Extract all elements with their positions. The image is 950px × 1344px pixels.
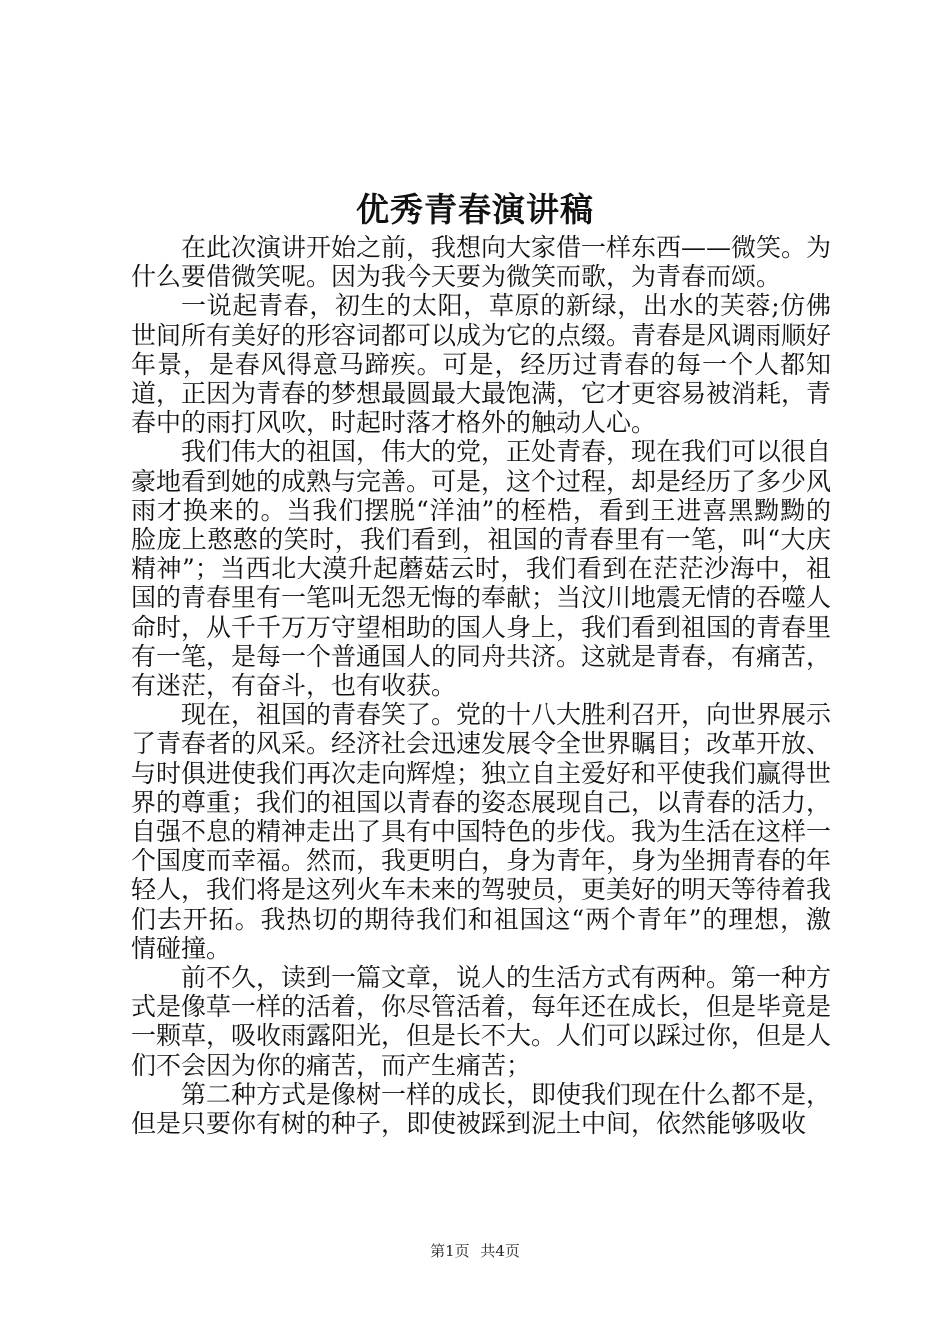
paragraph: 第二种方式是像树一样的成长，即使我们现在什么都不是，但是只要你有树的种子，即使被踩到泥土中间，依然能够吸收 xyxy=(131,1079,832,1139)
paragraph: 我们伟大的祖国，伟大的党，正处青春，现在我们可以很自豪地看到她的成熟与完善。可是，这个过程，却是经历了多少风雨才换来的。当我们摆脱“洋油”的桎梏，看到王进喜黑黝黝的脸庞上憨憨的笑时，我们看到，祖国的青春里有一笔，叫“大庆精神”；当西北大漠升起蘑菇云时，我们看到在茫茫沙海中，祖国的青春里有一笔叫无怨无悔的奉献；当汶川地震无情的吞噬人命时，从千千万万守望相助的国人身上，我们看到祖国的青春里有一笔，是每一个普通国人的同舟共济。这就是青春，有痛苦，有迷茫，有奋斗，也有收获。 xyxy=(131,437,832,701)
page-total: 共4页 xyxy=(480,1242,520,1260)
page-number: 第1页 xyxy=(430,1242,470,1260)
document-title: 优秀青春演讲稿 xyxy=(356,190,594,229)
paragraph: 现在，祖国的青春笑了。党的十八大胜利召开，向世界展示了青春者的风采。经济社会迅速发展令全世界瞩目；改革开放、与时俱进使我们再次走向辉煌；独立自主爱好和平使我们赢得世界的尊重；我们的祖国以青春的姿态展现自己，以青春的活力，自强不息的精神走出了具有中国特色的步伐。我为生活在这样一个国度而幸福。然而，我更明白，身为青年，身为坐拥青春的年轻人，我们将是这列火车未来的驾驶员，更美好的明天等待着我们去开拓。我热切的期待我们和祖国这“两个青年”的理想，激情碰撞。 xyxy=(131,700,832,963)
document-body xyxy=(131,233,831,1138)
page-footer xyxy=(0,1241,950,1261)
paragraph: 一说起青春，初生的太阳，草原的新绿，出水的芙蓉;仿佛世间所有美好的形容词都可以成为它的点缀。青春是风调雨顺好年景，是春风得意马蹄疾。可是，经历过青春的每一个人都知道，正因为青春的梦想最圆最大最饱满，它才更容易被消耗，青春中的雨打风吹，时起时落才格外的触动人心。 xyxy=(131,291,832,438)
paragraph: 前不久，读到一篇文章，说人的生活方式有两种。第一种方式是像草一样的活着，你尽管活着，每年还在成长，但是毕竟是一颗草，吸收雨露阳光，但是长不大。人们可以踩过你，但是人们不会因为你的痛苦，而产生痛苦； xyxy=(131,963,832,1080)
paragraph: 在此次演讲开始之前，我想向大家借一样东西——微笑。为什么要借微笑呢。因为我今天要为微笑而歌，为青春而颂。 xyxy=(131,233,832,292)
